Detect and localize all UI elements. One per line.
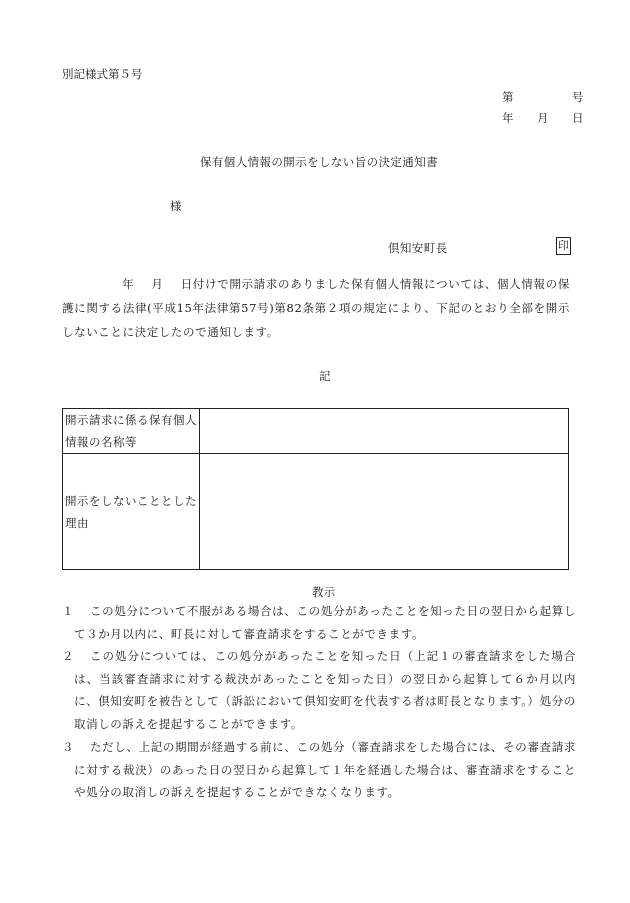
doc-no-suffix: 号 bbox=[572, 90, 584, 104]
instruction-item bbox=[62, 600, 576, 645]
table-row bbox=[63, 409, 569, 454]
row2-label: 開示をしないこととした理由 bbox=[63, 454, 200, 570]
body-text: 開示請求のありました保有個人情報については、個人情報の保護に関する法律(平成15年法律第57号)第82条第２項の規定により、下記のとおり全部を開示しないことに決定したので通知します。 bbox=[62, 277, 570, 339]
form-label: 別記様式第５号 bbox=[62, 67, 143, 81]
instruction-text: この処分について不服がある場合は、この処分があったことを知った日の翌日から起算して３か月以内に、町長に対して審査請求をすることができます。 bbox=[74, 604, 576, 641]
ki-heading: 記 bbox=[319, 369, 331, 383]
instruction-text: この処分については、この処分があったことを知った日（上記１の審査請求をした場合は、当該審査請求に対する裁決があったことを知った日）の翌日から起算して６か月以内に、倶知安町を被告として（訴訟において倶知安町を代表する者は町長となります。）処分の取消しの訴えを提起することができます。 bbox=[74, 649, 576, 732]
issuer-name: 倶知安町長 bbox=[388, 241, 448, 255]
instruction-item bbox=[62, 645, 576, 736]
addressee-suffix: 様 bbox=[170, 199, 182, 213]
instruction-heading: 教示 bbox=[312, 585, 335, 599]
row1-value bbox=[200, 409, 569, 454]
instruction-item bbox=[62, 736, 576, 804]
table-row bbox=[63, 454, 569, 570]
doc-no-prefix: 第 bbox=[502, 90, 514, 104]
date-day: 日 bbox=[572, 111, 584, 125]
document-title: 保有個人情報の開示をしない旨の決定通知書 bbox=[200, 155, 438, 169]
instruction-number: ２ bbox=[62, 649, 74, 663]
seal-mark: 印 bbox=[556, 237, 571, 255]
date-month: 月 bbox=[537, 111, 549, 125]
instruction-number: １ bbox=[62, 604, 74, 618]
instruction-number: ３ bbox=[62, 740, 74, 754]
body-month: 月 bbox=[151, 277, 164, 291]
row1-label: 開示請求に係る保有個人情報の名称等 bbox=[63, 409, 200, 454]
body-year: 年 bbox=[122, 277, 135, 291]
instruction-text: ただし、上記の期間が経過する前に、この処分（審査請求をした場合には、その審査請求に対する裁決）のあった日の翌日から起算して１年を経過した場合は、審査請求をすることや処分の取消しの訴えを提起することができなくなります。 bbox=[74, 740, 576, 800]
date-year: 年 bbox=[502, 111, 514, 125]
body-day: 日付けで bbox=[180, 277, 230, 291]
body-paragraph bbox=[62, 272, 570, 344]
row2-value bbox=[200, 454, 569, 570]
detail-table bbox=[62, 408, 569, 570]
